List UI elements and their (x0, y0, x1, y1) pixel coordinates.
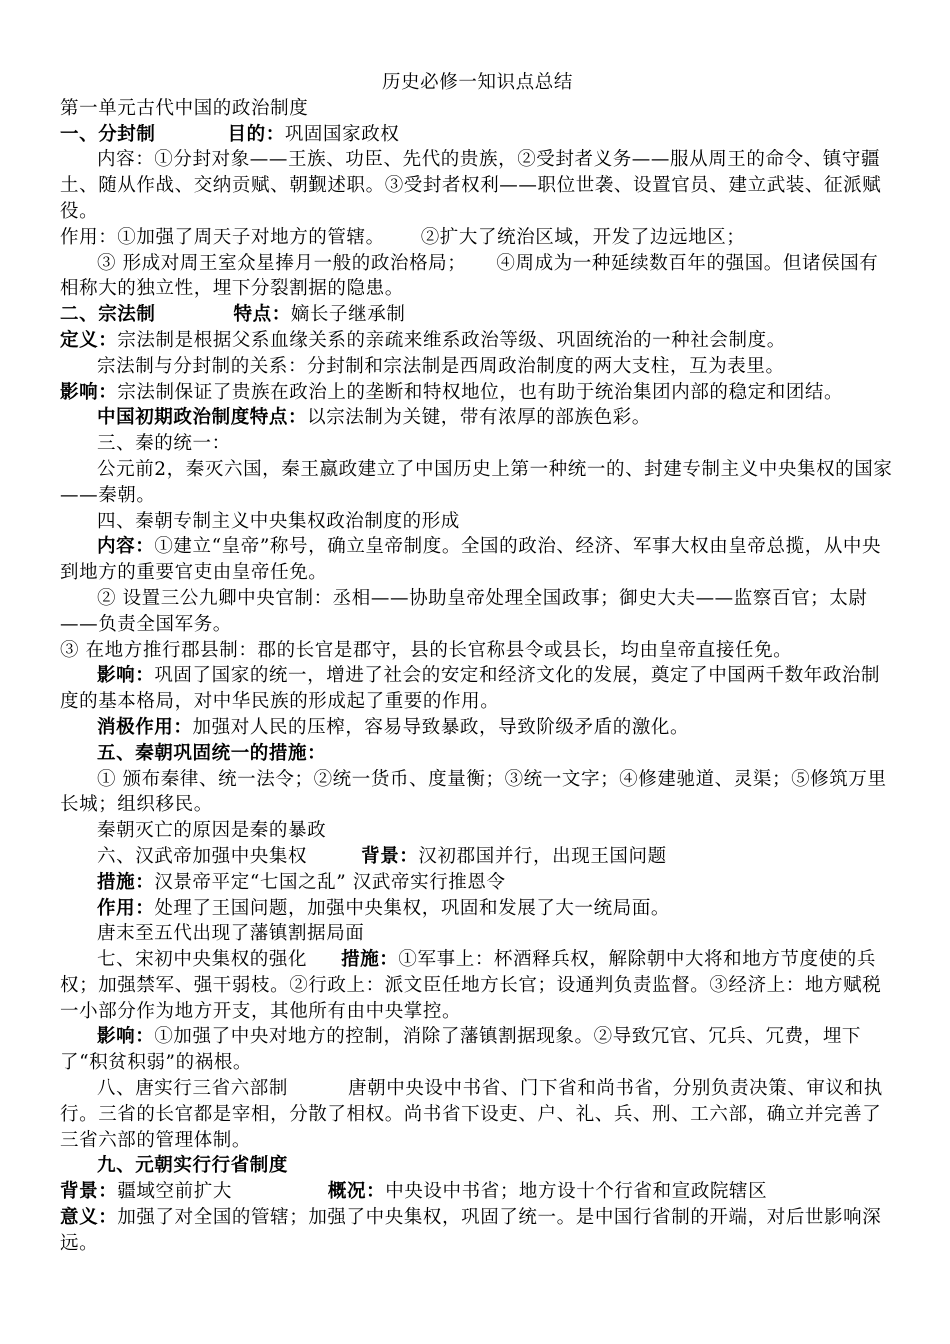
unit-heading: 第一单元古代中国的政治制度 (60, 97, 309, 119)
qin-system-impact (60, 663, 895, 715)
section-song-heading (60, 947, 895, 1024)
document-page (60, 70, 895, 1257)
overview-label: 概况： (327, 1181, 386, 1203)
section-handi-heading (60, 844, 895, 870)
meaning-label: 意义： (60, 1207, 118, 1229)
fengjian-effect-line2 (60, 251, 895, 303)
section-qin-measures-heading: 五、秦朝巩固统一的措施： (97, 742, 327, 764)
definition-label: 定义： (60, 329, 118, 351)
qin-fall-reason: 秦朝灭亡的原因是秦的暴政 (97, 820, 327, 842)
negative-label: 消极作用： (97, 716, 193, 738)
early-system-feature (60, 405, 895, 431)
impact-label: 影响： (97, 665, 155, 687)
qin-unify-text: 公元前2，秦灭六国，秦王嬴政建立了中国历史上第一种统一的、封建专制主义中央集权的国家——秦朝。 (60, 458, 893, 506)
yuan-meaning (60, 1205, 895, 1257)
purpose-label: 目的： (227, 123, 285, 145)
qin-system-item2: ② 设置三公九卿中央官制：丞相——协助皇帝处理全国政事；御史大夫——监察百官；太尉——负责全国军务。 (60, 587, 868, 635)
effect-2: ②扩大了统治区域，开发了边远地区； (420, 226, 746, 248)
document-title: 历史必修一知识点总结 (381, 72, 573, 93)
background-text: 疆域空前扩大 (117, 1181, 232, 1203)
zongfa-relation: 宗法制与分封制的关系：分封制和宗法制是西周政治制度的两大支柱，互为表里。 (97, 355, 785, 377)
song-impact (60, 1024, 895, 1076)
effect-text: 处理了王国问题，加强中央集权，巩固和发展了大一统局面。 (154, 897, 671, 919)
impact-text: ①加强了中央对地方的控制，消除了藩镇割据现象。②导致冗官、冗兵、冗费，埋下了“积贫积弱”的祸根。 (60, 1026, 862, 1074)
section-qin-system-heading: 四、秦朝专制主义中央集权政治制度的形成 (97, 510, 460, 532)
section-title: 六、汉武帝加强中央集权 (97, 845, 308, 867)
meaning-text: 加强了对全国的管辖；加强了中央集权，巩固了统一。是中国行省制的开端，对后世影响深远。 (60, 1207, 882, 1254)
negative-text: 加强对人民的压榨，容易导致暴政，导致阶级矛盾的激化。 (192, 716, 690, 738)
section-zongfa-heading (60, 302, 895, 328)
section-title: 一、分封制 (60, 123, 156, 145)
section-qin-unify-heading: 三、秦的统一： (97, 433, 231, 455)
early-feature-text: 以宗法制为关键，带有浓厚的部族色彩。 (307, 407, 651, 429)
qin-measures-text: ① 颁布秦律、统一法令；②统一货币、度量衡；③统一文字；④修建驰道、灵渠；⑤修筑万里长城；组织移民。 (60, 768, 887, 816)
section-title: 二、宗法制 (60, 304, 156, 326)
impact-label: 影响： (97, 1026, 155, 1048)
impact-label: 影响： (60, 381, 118, 403)
qin-system-negative (60, 715, 895, 741)
effect-label: 作用： (97, 897, 155, 919)
background-label: 背景： (361, 845, 419, 867)
section-tang-heading (60, 1076, 895, 1153)
feature-text: 嫡长子继承制 (290, 304, 406, 326)
section-title: 八、唐实行三省六部制 (97, 1078, 289, 1100)
tang-fanzhen-note: 唐末至五代出现了藩镇割据局面 (97, 923, 365, 945)
zongfa-definition (60, 328, 895, 354)
content-label: 内容： (97, 536, 155, 558)
background-text: 汉初郡国并行，出现王国问题 (418, 845, 667, 867)
impact-text: 巩固了国家的统一，增进了社会的安定和经济文化的发展，奠定了中国两千数年政治制度的基本格局，对中华民族的形成起了重要的作用。 (60, 665, 881, 713)
effect-4: ④周成为一种延续数百年的强国。但诸侯国有相称大的独立性，埋下分裂割据的隐患。 (60, 252, 879, 300)
tang-text: 唐朝中央设中书省、门下省和尚书省，分别负责决策、审议和执行。三省的长官都是宰相，分散了相权。尚书省下设吏、户、礼、兵、刑、工六部，确立并完善了三省六部的管理体制。 (60, 1078, 883, 1151)
overview-text: 中央设中书省；地方设十个行省和宣政院辖区 (385, 1181, 768, 1203)
definition-text: 宗法制是根据父系血缘关系的亲疏来维系政治等级、巩固统治的一种社会制度。 (117, 329, 786, 351)
fengjian-content: 内容：①分封对象——王族、功臣、先代的贵族，②受封者义务——服从周王的命令、镇守疆土、随从作战、交纳贡赋、朝觐述职。③受封者权利——职位世袭、设置官员、建立武装、征派赋役。 (60, 149, 882, 222)
purpose-text: 巩固国家政权 (284, 123, 400, 145)
effect-3: ③ 形成对周王室众星捧月一般的政治格局； (97, 252, 467, 274)
zongfa-impact (60, 380, 895, 406)
measures-text: ①军事上：杯酒释兵权，解除朝中大将和地方节度使的兵权；加强禁军、强干弱枝。②行政上：派文臣任地方长官；设通判负责监督。③经济上：地方赋税一小部分作为地方开支，其他所有由中央掌控。 (60, 949, 882, 1022)
qin-system-content (60, 534, 895, 586)
yuan-background (60, 1179, 895, 1205)
feature-label: 特点： (233, 304, 291, 326)
section-fengjian-heading (60, 122, 895, 148)
measures-label: 措施： (341, 949, 399, 971)
measures-text: 汉景帝平定“七国之乱” 汉武帝实行推恩令 (154, 871, 506, 893)
section-yuan-heading: 九、元朝实行行省制度 (97, 1155, 289, 1177)
qin-system-item3: ③ 在地方推行郡县制：郡的长官是郡守，县的长官称县令或县长，均由皇帝直接任免。 (60, 639, 793, 661)
section-title: 七、宋初中央集权的强化 (97, 949, 308, 971)
impact-text: 宗法制保证了贵族在政治上的垄断和特权地位，也有助于统治集团内部的稳定和团结。 (117, 381, 844, 403)
background-label: 背景： (60, 1181, 118, 1203)
content-text: ①建立“皇帝”称号，确立皇帝制度。全国的政治、经济、军事大权由皇帝总揽，从中央到地方的重要官吏由皇帝任免。 (60, 536, 882, 584)
early-feature-label: 中国初期政治制度特点： (97, 407, 308, 429)
handi-effect (60, 896, 895, 922)
handi-measures (60, 870, 895, 896)
effect-1: 作用：①加强了周天子对地方的管辖。 (60, 226, 385, 248)
fengjian-effect-line1 (60, 225, 895, 251)
measures-label: 措施： (97, 871, 155, 893)
